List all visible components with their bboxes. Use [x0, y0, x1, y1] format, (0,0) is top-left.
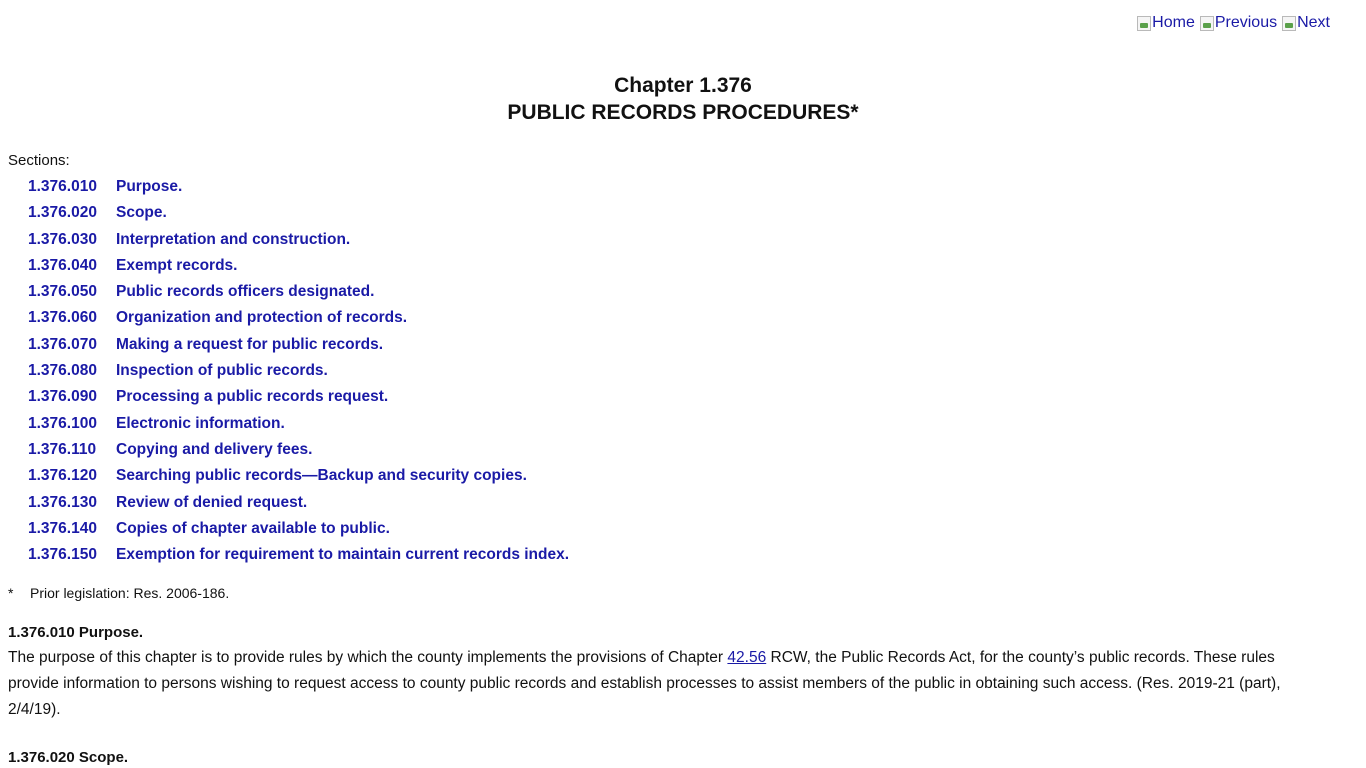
- toc-number: 1.376.110: [28, 440, 97, 458]
- chapter-heading: [0, 72, 1366, 126]
- next-link[interactable]: [1282, 14, 1330, 32]
- toc-title: Exempt records.: [116, 256, 238, 274]
- previous-link[interactable]: [1200, 14, 1277, 32]
- broken-image-icon: [1200, 16, 1214, 31]
- toc-number: 1.376.150: [28, 546, 97, 564]
- toc-number: 1.376.070: [28, 335, 97, 353]
- toc-title: Exemption for requirement to maintain current records index.: [116, 546, 570, 564]
- toc-title: Review of denied request.: [116, 493, 308, 511]
- toc-link[interactable]: [28, 178, 182, 195]
- toc-link[interactable]: [28, 362, 328, 379]
- toc-number: 1.376.140: [28, 519, 97, 537]
- toc-item: [28, 492, 569, 518]
- home-link[interactable]: [1137, 14, 1195, 32]
- toc-link[interactable]: [28, 441, 312, 458]
- broken-image-icon: [1282, 16, 1296, 31]
- toc-link[interactable]: [28, 546, 569, 563]
- toc-number: 1.376.100: [28, 414, 97, 432]
- toc-title: Organization and protection of records.: [116, 309, 408, 327]
- toc-number: 1.376.080: [28, 362, 97, 380]
- toc-number: 1.376.120: [28, 467, 97, 485]
- toc-item: [28, 307, 569, 333]
- sections-label: Sections:: [8, 152, 70, 169]
- previous-link-label: Previous: [1214, 14, 1278, 31]
- toc-title: Copies of chapter available to public.: [116, 519, 390, 537]
- toc-number: 1.376.010: [28, 178, 97, 195]
- toc-item: [28, 360, 569, 386]
- section-scope: [8, 749, 1328, 766]
- toc-number: 1.376.040: [28, 256, 97, 274]
- chapter-number: Chapter 1.376: [614, 74, 752, 97]
- next-link-label: Next: [1297, 14, 1330, 31]
- toc-title: Scope.: [116, 204, 167, 222]
- footnote-marker: *: [8, 585, 14, 601]
- toc-link[interactable]: [28, 283, 374, 300]
- section-heading: 1.376.010 Purpose.: [8, 624, 144, 641]
- toc-number: 1.376.050: [28, 283, 97, 301]
- toc-item: [28, 255, 569, 281]
- toc-number: 1.376.090: [28, 388, 97, 406]
- toc-number: 1.376.030: [28, 230, 97, 248]
- section-heading: 1.376.020 Scope.: [8, 749, 129, 766]
- toc-link[interactable]: [28, 309, 407, 326]
- toc-link[interactable]: [28, 257, 237, 274]
- section-text: [8, 645, 1328, 723]
- toc-item: [28, 413, 569, 439]
- toc-item: [28, 202, 569, 228]
- toc-item: [28, 518, 569, 544]
- toc-number: 1.376.130: [28, 493, 97, 511]
- toc-number: 1.376.020: [28, 204, 97, 222]
- toc-item: [28, 229, 569, 255]
- toc-link[interactable]: [28, 467, 527, 484]
- top-navigation: [1137, 14, 1330, 32]
- table-of-contents: [28, 176, 569, 570]
- toc-link[interactable]: [28, 388, 388, 405]
- toc-title: Searching public records—Backup and security copies.: [116, 467, 527, 485]
- toc-item: [28, 439, 569, 465]
- toc-item: [28, 386, 569, 412]
- rcw-link[interactable]: 42.56: [727, 649, 767, 666]
- toc-title: Purpose.: [116, 178, 183, 195]
- toc-link[interactable]: [28, 520, 390, 537]
- section-text-part: RCW, the Public Records Act, for the county’s public records. These rules provide information to persons wishing to request access to county public records and establish processes to assist members of the public in obtaining such access. (Res. 2019-21 (part), 2/4/19).: [8, 649, 1281, 718]
- toc-title: Making a request for public records.: [116, 335, 384, 353]
- toc-link[interactable]: [28, 415, 285, 432]
- toc-title: Processing a public records request.: [116, 388, 389, 406]
- toc-title: Electronic information.: [116, 414, 285, 432]
- toc-item: [28, 281, 569, 307]
- toc-item: [28, 334, 569, 360]
- toc-item: [28, 176, 569, 202]
- chapter-title: PUBLIC RECORDS PROCEDURES*: [507, 101, 859, 124]
- toc-link[interactable]: [28, 204, 167, 221]
- toc-link[interactable]: [28, 494, 307, 511]
- footnote: [8, 585, 229, 601]
- toc-title: Interpretation and construction.: [116, 230, 351, 248]
- section-text-part: The purpose of this chapter is to provide rules by which the county implements the provisions of Chapter: [8, 649, 728, 666]
- section-purpose: [8, 624, 1328, 723]
- toc-number: 1.376.060: [28, 309, 97, 327]
- toc-item: [28, 465, 569, 491]
- toc-title: Public records officers designated.: [116, 283, 375, 301]
- toc-title: Copying and delivery fees.: [116, 440, 313, 458]
- footnote-text: Prior legislation: Res. 2006-186.: [30, 585, 230, 601]
- toc-item: [28, 544, 569, 570]
- toc-title: Inspection of public records.: [116, 362, 328, 380]
- toc-link[interactable]: [28, 231, 350, 248]
- home-link-label: Home: [1152, 14, 1195, 31]
- broken-image-icon: [1137, 16, 1151, 31]
- toc-link[interactable]: [28, 336, 383, 353]
